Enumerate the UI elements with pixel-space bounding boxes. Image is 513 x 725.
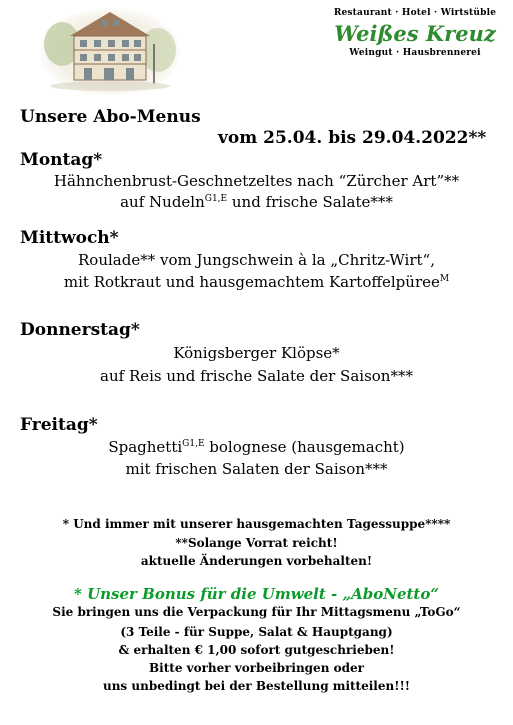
note-soup: * Und immer mit unserer hausgemachten Tagessuppe****	[62, 517, 451, 531]
bonus-line: (3 Teile - für Suppe, Salat & Hauptgang)	[120, 625, 393, 639]
menu-line: Spaghetti$^{G1,E}$ bolognese (hausgemacht)	[108, 438, 405, 456]
note-stock: **Solange Vorrat reicht!	[175, 536, 338, 550]
bonus-line: Bitte vorher vorbeibringen oder	[149, 661, 364, 675]
menu-line: auf Nudeln$^{G1,E}$ und frische Salate***	[120, 193, 393, 211]
menu-line: Roulade** vom Jungschwein à la „Chritz-Wirt“,	[78, 251, 435, 269]
menu-line: mit frischen Salaten der Saison***	[125, 460, 388, 478]
bonus-line: uns unbedingt bei der Bestellung mitteilen!!!	[102, 679, 411, 693]
brand-logo	[330, 8, 500, 58]
hotel-building-image	[40, 4, 180, 94]
day-wednesday: Mittwoch*	[20, 228, 119, 248]
menu-title: Unsere Abo-Menus	[20, 107, 201, 127]
brand-tagline-top: Restaurant · Hotel · Wirtstüble	[333, 8, 497, 18]
menu-line: auf Reis und frische Salate der Saison***	[100, 367, 413, 385]
menu-line: mit Rotkraut und hausgemachtem Kartoffelpüree$^M$	[63, 273, 450, 291]
day-thursday: Donnerstag*	[20, 320, 140, 340]
day-monday: Montag*	[20, 150, 103, 170]
brand-tagline-bottom: Weingut · Hausbrennerei	[349, 48, 481, 58]
bonus-line: & erhalten € 1,00 sofort gutgeschrieben!	[118, 643, 395, 657]
bonus-line: Sie bringen uns die Verpackung für Ihr Mittagsmenu „ToGo“	[52, 605, 461, 619]
brand-name: Weißes Kreuz	[334, 21, 496, 46]
date-range: vom 25.04. bis 29.04.2022**	[218, 128, 487, 148]
day-friday: Freitag*	[20, 415, 98, 435]
note-changes: aktuelle Änderungen vorbehalten!	[140, 554, 373, 568]
menu-line: Königsberger Klöpse*	[173, 344, 340, 362]
bonus-title: * Unser Bonus für die Umwelt - „AboNetto“	[74, 585, 439, 603]
menu-line: Hähnchenbrust-Geschnetzeltes nach “Zürcher Art”**	[53, 172, 460, 190]
